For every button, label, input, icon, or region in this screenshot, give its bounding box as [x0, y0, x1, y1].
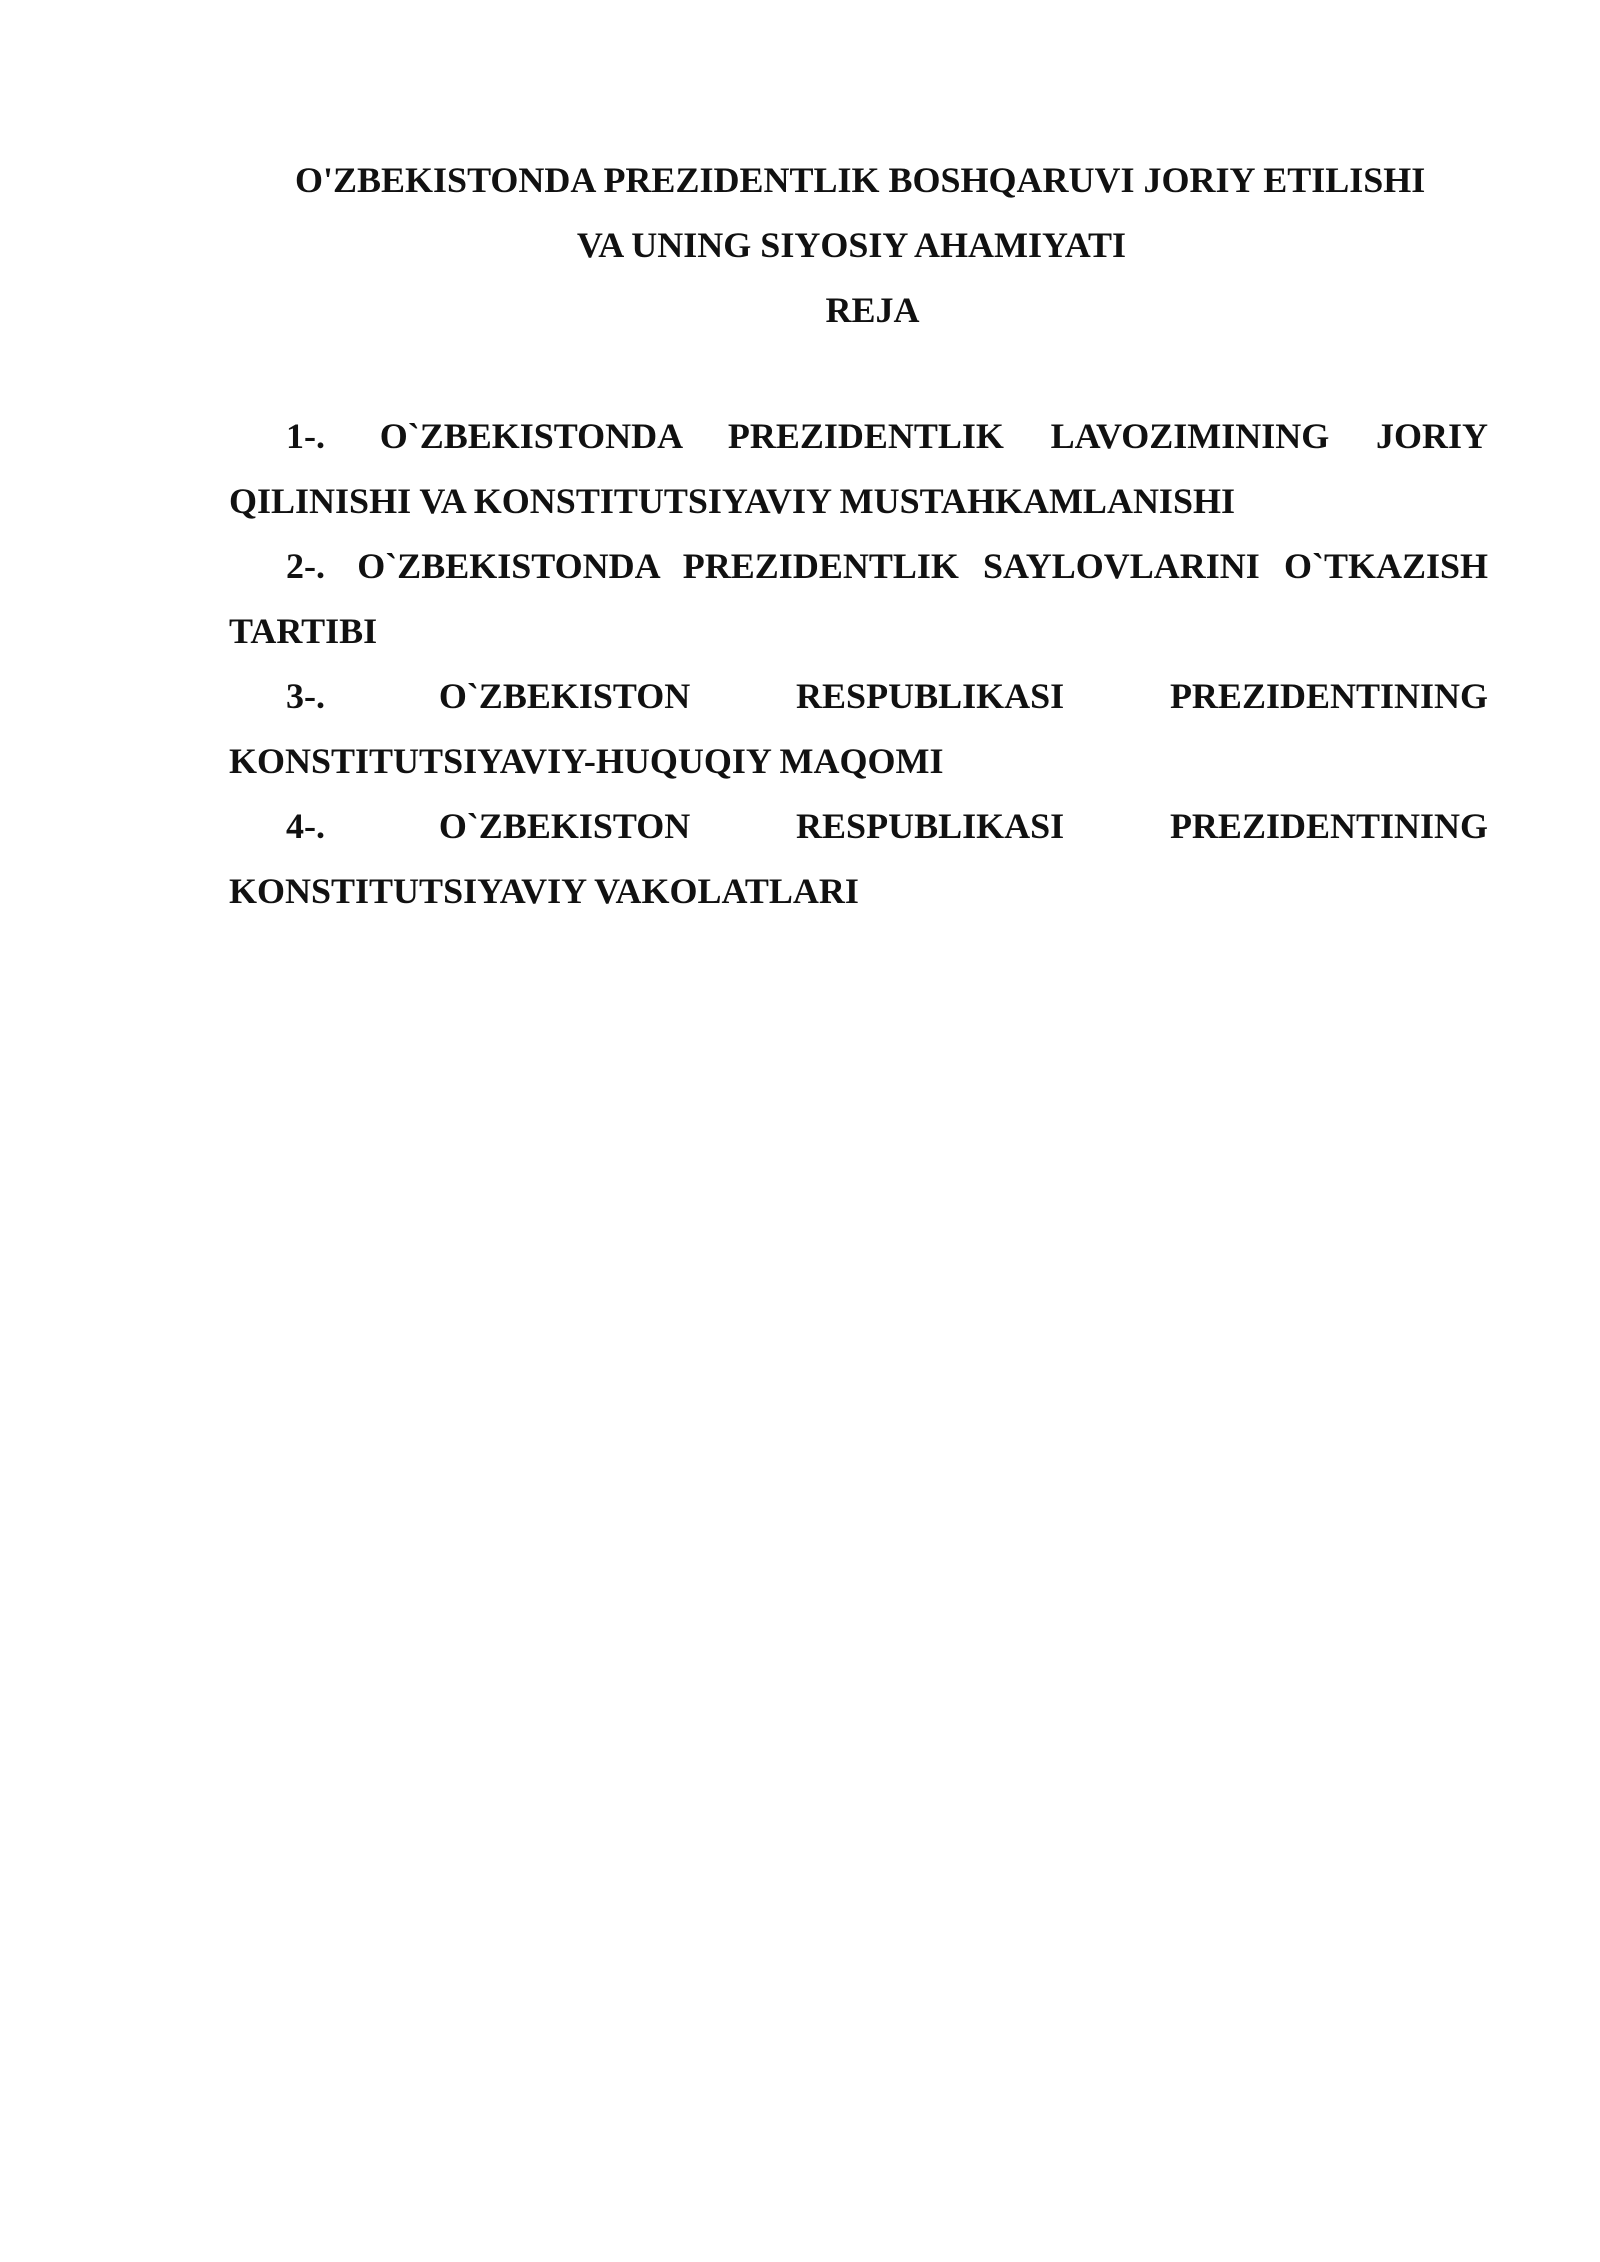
plan-item-2 [229, 534, 1488, 664]
title-line-2: VA UNING SIYOSIY AHAMIYATI [576, 225, 1127, 265]
plan-item-text: O`ZBEKISTONDA PREZIDENTLIK LAVOZIMINING JORIY QILINISHI VA KONSTITUTSIYAVIY MUSTAHKAMLANISHI [229, 416, 1489, 521]
plan-item-1 [229, 404, 1488, 534]
document-title [229, 148, 1488, 343]
plan-item-text: O`ZBEKISTON RESPUBLIKASI PREZIDENTINING KONSTITUTSIYAVIY-HUQUQIY MAQOMI [229, 676, 1488, 781]
plan-item-number: 3-. [286, 676, 325, 716]
plan-item-number: 4-. [286, 806, 325, 846]
plan-item-3 [229, 664, 1488, 794]
plan-list [229, 404, 1488, 924]
plan-item-text: O`ZBEKISTONDA PREZIDENTLIK SAYLOVLARINI O`TKAZISH TARTIBI [229, 546, 1489, 651]
plan-item-4 [229, 794, 1488, 924]
plan-heading: REJA [825, 290, 920, 330]
title-line-1: O'ZBEKISTONDA PREZIDENTLIK BOSHQARUVI JORIY ETILISHI [295, 160, 1426, 200]
plan-item-number: 2-. [286, 546, 325, 586]
plan-item-text: O`ZBEKISTON RESPUBLIKASI PREZIDENTINING KONSTITUTSIYAVIY VAKOLATLARI [229, 806, 1488, 911]
plan-item-number: 1-. [286, 416, 325, 456]
